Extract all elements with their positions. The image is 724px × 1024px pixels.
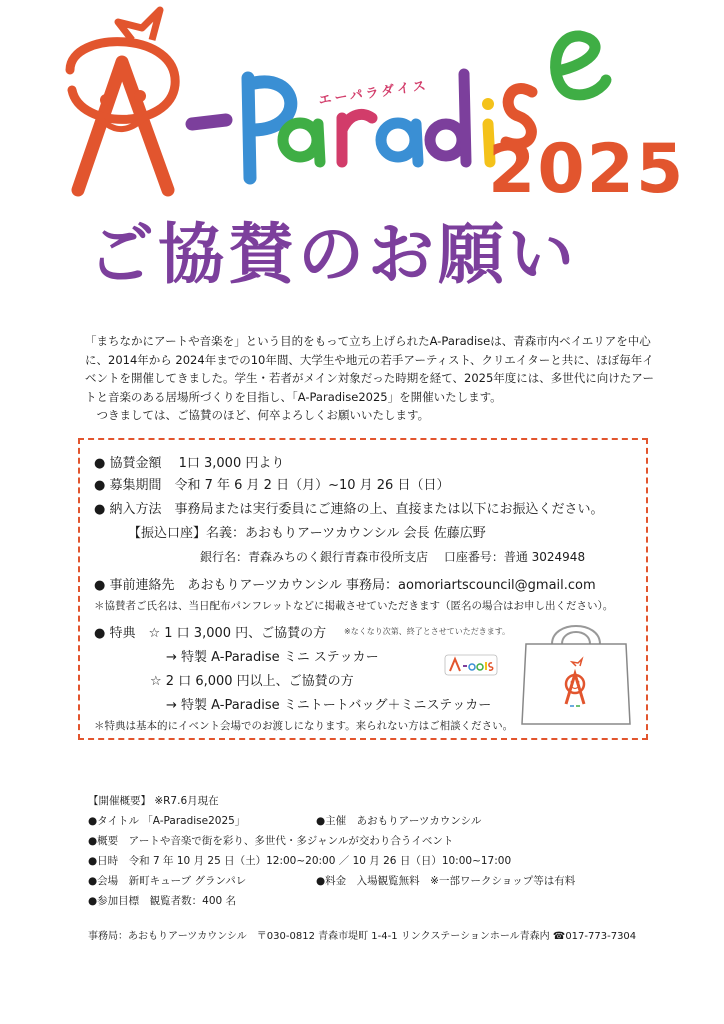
tote-bag-image bbox=[518, 622, 634, 726]
logo-year: 2025 bbox=[488, 130, 686, 209]
overview-venue: ●会場 新町キューブ グランパレ bbox=[88, 875, 247, 887]
overview-organizer: ●主催 あおもりアーツカウンシル bbox=[316, 815, 482, 827]
benefit-note: ＊特典は基本的にイベント会場でのお渡しになります。来られない方はご相談ください。 bbox=[94, 720, 514, 732]
intro-line: トと音楽のある居場所づくりを目指し、「A-Paradise2025」を開催いたします。 bbox=[85, 389, 502, 404]
overview-title: ●タイトル 「A-Paradise2025」 bbox=[88, 815, 246, 827]
account-bank: 銀行名：青森みちのく銀行青森市役所支店 口座番号：普通 3024948 bbox=[200, 550, 586, 564]
logo-kana: エーパラダイス bbox=[317, 78, 430, 109]
intro-line: 「まちなかにアートや音楽を」という目的をもって立ち上げられたA-Paradiseは、青森市内ベイエリアを中心 bbox=[85, 334, 651, 348]
overview-heading: 【開催概要】 ※R7.6月現在 bbox=[88, 795, 219, 807]
overview-fee: ●料金 入場観覧無料 ※一部ワークショップ等は有料 bbox=[316, 875, 576, 887]
overview-summary: ●概要 アートや音楽で街を彩り、多世代・多ジャンルが交わり合うイベント bbox=[88, 835, 454, 847]
overview-target: ●参加目標 観覧者数：400 名 bbox=[88, 895, 237, 907]
benefit-2-heading: ☆ 2 口 6,000 円以上、ご協賛の方 bbox=[150, 674, 354, 689]
account-name: 【振込口座】名義：あおもりアーツカウンシル 会長 佐藤広野 bbox=[128, 526, 486, 541]
intro-line: つきましては、ご協賛のほど、何卒よろしくお願いいたします。 bbox=[85, 408, 430, 422]
page-title: ご協賛のお願い bbox=[88, 216, 578, 293]
benefit-2: → 特製 A-Paradise ミニトートバッグ＋ミニステッカー bbox=[166, 698, 492, 713]
benefit-limit-note: ※なくなり次第、終了とさせていただきます。 bbox=[344, 627, 511, 636]
overview-dates: ●日時 令和 7 年 10 月 25 日（土）12:00~20:00 ／ 10 月 26 日（日）10:00~17:00 bbox=[88, 855, 512, 867]
benefit-heading: ● 特典 ☆ 1 口 3,000 円、ご協賛の方 bbox=[94, 626, 327, 641]
intro-text bbox=[85, 332, 665, 425]
benefit-1: → 特製 A-Paradise ミニ ステッカー bbox=[166, 650, 379, 665]
name-note: ＊協賛者ご氏名は、当日配布パンフレットなどに掲載させていただきます（匿名の場合はお申し出ください）。 bbox=[94, 600, 614, 612]
office-footer: 事務局：あおもりアーツカウンシル 〒030-0812 青森市堤町 1-4-1 リンクステーションホール青森内 ☎017-773-7304 bbox=[88, 931, 637, 942]
sponsor-period: ● 募集期間 令和 7 年 6 月 2 日（月）~10 月 26 日（日） bbox=[94, 478, 450, 493]
contact-line: ● 事前連絡先 あおもりアーツカウンシル 事務局：aomoriartscouncil@gmail.com bbox=[94, 578, 596, 593]
intro-line: に、2014年から 2024年までの10年間、大学生や地元の若手アーティスト、クリエイターと共に、ほぼ毎年イ bbox=[85, 352, 654, 367]
sticker-image bbox=[444, 654, 498, 676]
sponsor-amount: ● 協賛金額 1口 3,000 円より bbox=[94, 456, 285, 471]
intro-line: ベントを開催してきました。学生・若者がメイン対象だった時期を経て、2025年度には、多世代に向けたアー bbox=[85, 371, 654, 385]
sponsor-payment: ● 納入方法 事務局または実行委員にご連絡の上、直接または以下にお振込ください。 bbox=[94, 502, 604, 517]
